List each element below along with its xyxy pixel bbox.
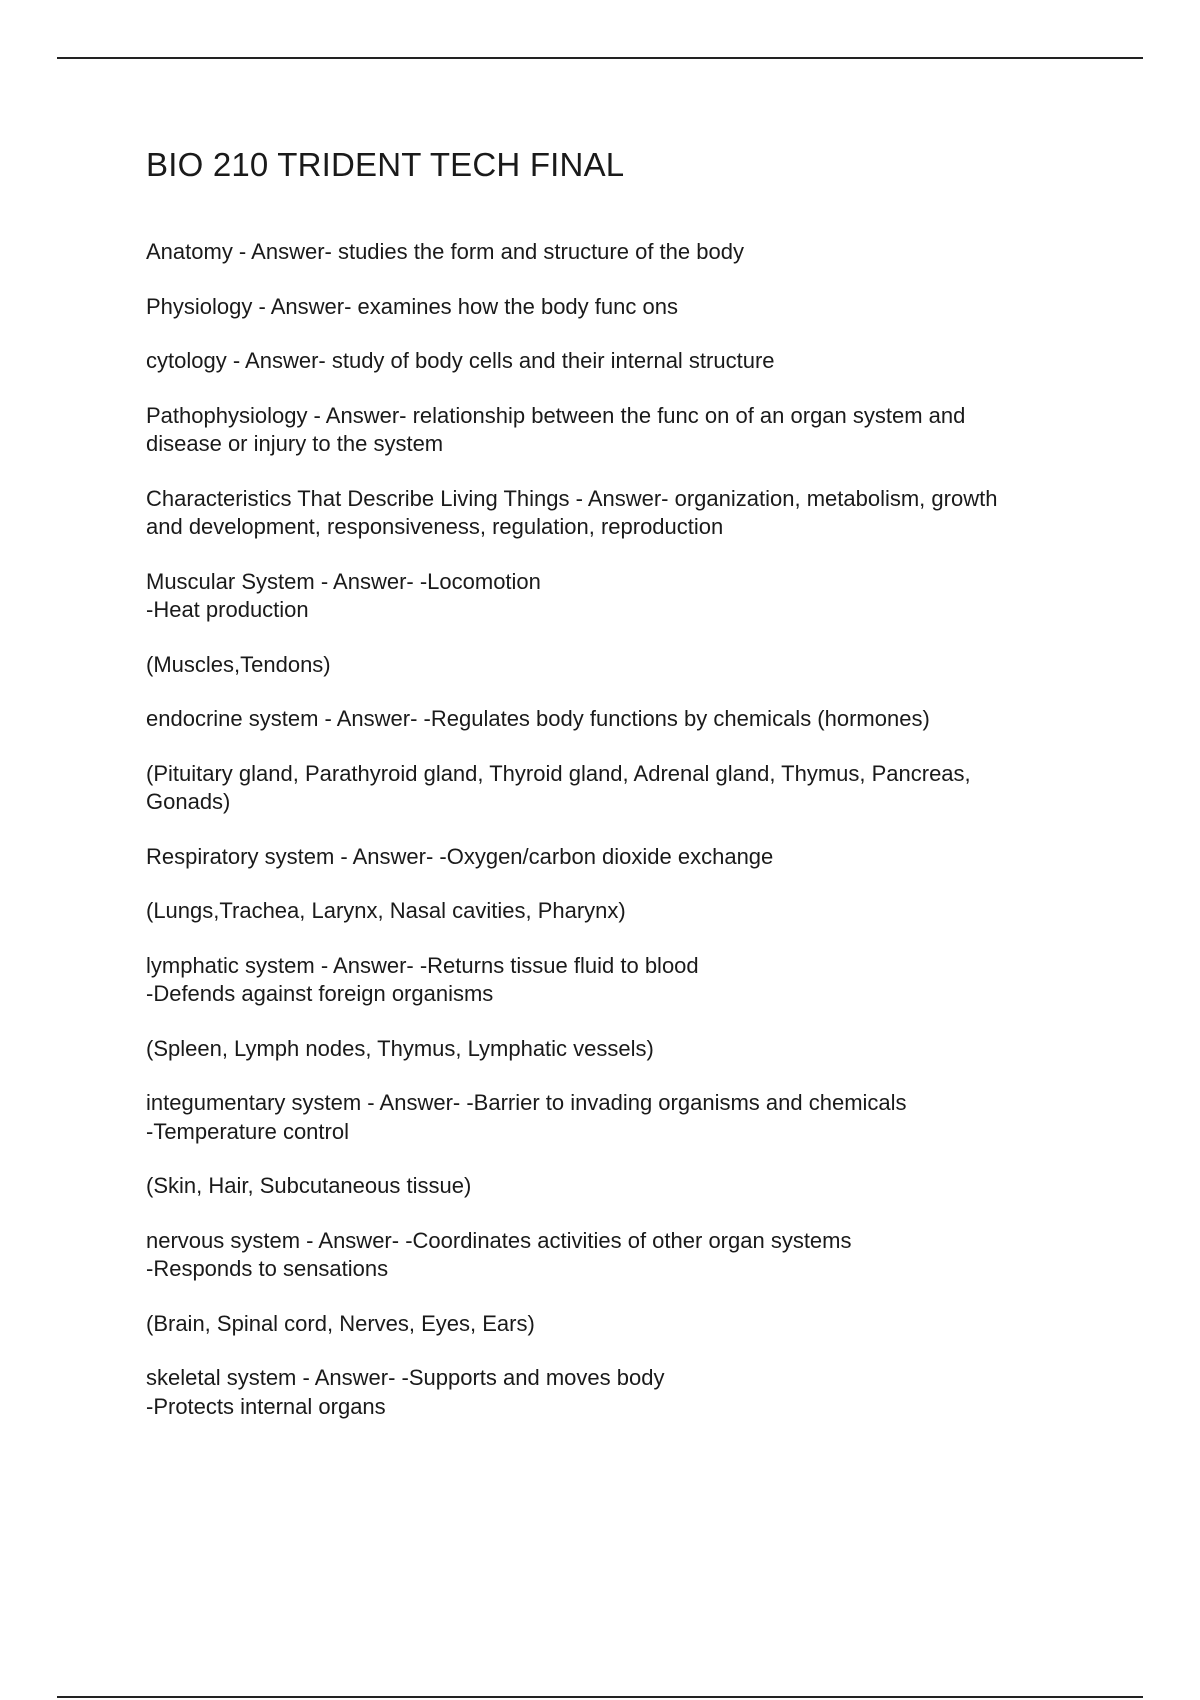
entry-nervous-system: nervous system - Answer- -Coordinates activities of other organ systems -Responds to sensations [146, 1227, 852, 1281]
entry-respiratory-organs: (Lungs,Trachea, Larynx, Nasal cavities, Pharynx) [146, 898, 626, 923]
entry-physiology: Physiology - Answer- examines how the body func ons [146, 293, 678, 319]
entry-cytology: cytology - Answer- study of body cells and their internal structure [146, 348, 775, 373]
entry-endocrine-organs: (Pituitary gland, Parathyroid gland, Thyroid gland, Adrenal gland, Thymus, Pancreas, Gonads) [146, 760, 971, 814]
entry-lymphatic-system: lymphatic system - Answer- -Returns tissue fluid to blood -Defends against foreign organisms [146, 952, 699, 1006]
entry-pathophysiology: Pathophysiology - Answer- relationship between the func on of an organ system and disease or injury to the system [146, 402, 966, 456]
entry-living-things: Characteristics That Describe Living Things - Answer- organization, metabolism, growth and development, responsiveness, regulation, reproduction [146, 485, 998, 539]
entry-respiratory-system: Respiratory system - Answer- -Oxygen/carbon dioxide exchange [146, 843, 774, 869]
entry-integumentary-system: integumentary system - Answer- -Barrier to invading organisms and chemicals -Temperature control [146, 1090, 907, 1144]
entry-skeletal-system: skeletal system - Answer- -Supports and moves body -Protects internal organs [146, 1365, 665, 1419]
top-rule [57, 57, 1143, 59]
entries [146, 238, 1096, 1421]
entry-muscular-system: Muscular System - Answer- -Locomotion -Heat production [146, 568, 541, 622]
entry-integumentary-organs: (Skin, Hair, Subcutaneous tissue) [146, 1173, 472, 1198]
entry-lymphatic-organs: (Spleen, Lymph nodes, Thymus, Lymphatic vessels) [146, 1035, 654, 1061]
entry-endocrine-system: endocrine system - Answer- -Regulates body functions by chemicals (hormones) [146, 706, 930, 731]
document-title: BIO 210 TRIDENT TECH FINAL [146, 146, 625, 183]
bottom-rule [57, 1696, 1143, 1698]
entry-muscular-organs: (Muscles,Tendons) [146, 651, 331, 677]
entry-nervous-organs: (Brain, Spinal cord, Nerves, Eyes, Ears) [146, 1310, 535, 1336]
entry-anatomy: Anatomy - Answer- studies the form and structure of the body [146, 239, 744, 264]
document-page [146, 140, 1096, 1447]
